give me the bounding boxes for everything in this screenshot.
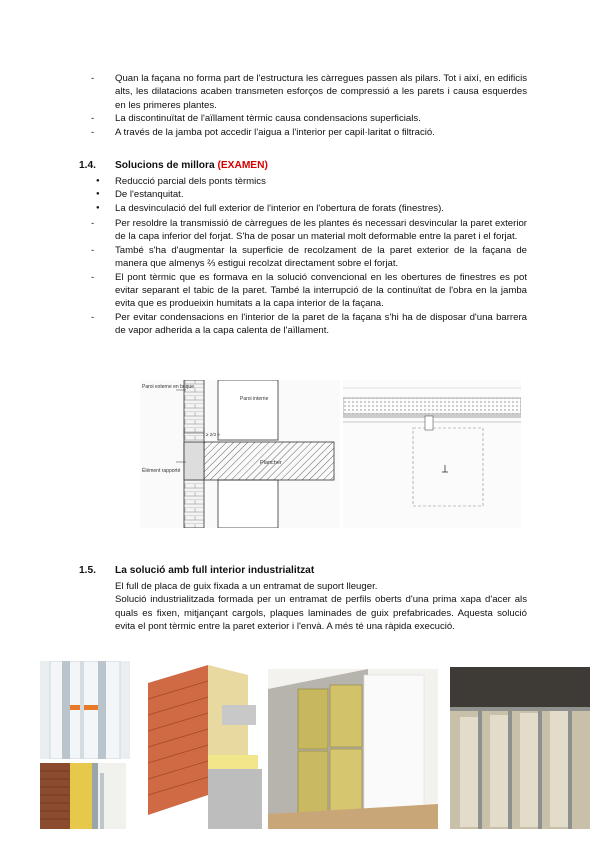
- steel-studs-photo: [450, 667, 590, 829]
- list-item: ● Reducció parcial dels ponts tèrmics: [91, 175, 527, 188]
- section-1-5-body: [115, 580, 527, 634]
- list-item: - Quan la façana no forma part de l'estructura les càrregues passen als pilars. Tot i així, en edificis alts, les dilatacions acaben transmeten esforços de compressió a les parets i causa esquerdes en les primeres plantes.: [91, 72, 527, 112]
- list-item: ● De l'estanquitat.: [91, 188, 527, 201]
- section-number: 1.5.: [79, 565, 96, 576]
- brick-wall-corner-illustration: [138, 665, 262, 829]
- section-number: 1.4.: [79, 160, 96, 171]
- brick-insulation-illustration: [40, 763, 126, 829]
- intro-list: [91, 72, 527, 139]
- label-slab: Plancher: [260, 460, 282, 466]
- slab-wall-section-drawing: [140, 380, 340, 528]
- section-heading-1-5: [79, 565, 314, 576]
- paragraph: El full de placa de guix fixada a un entramat de suport lleuger.: [115, 581, 378, 592]
- improvement-dashes: [91, 217, 527, 338]
- list-item: - La discontinuïtat de l'aïllament tèrmic causa condensacions superficials.: [91, 112, 527, 125]
- label-interior-wall: Paroi interne: [240, 396, 269, 402]
- improvement-bullets: [91, 175, 527, 215]
- paragraph: Solució industrialitzada formada per un entramat de perfils oberts d'una prima xapa d'acer als quals es fixen, mitjançant cargols, plaques laminades de guix prefabricades. Aquesta solució evita el pont tèrmic entre la paret exterior i l'envà. A més té una ràpida execució.: [115, 594, 527, 633]
- insulation-panels-illustration: [268, 669, 438, 829]
- list-item: ● La desvinculació del full exterior de l'interior en l'obertura de forats (finestres).: [91, 202, 527, 215]
- label-element: Élément rapporté: [142, 468, 181, 474]
- label-fraction: ≥ 2/3 e: [206, 432, 220, 437]
- list-item: - També s'ha d'augmentar la superficie de recolzament de la paret exterior de la façana de manera que almenys ⅔ estigui recolzat directament sobre el forjat.: [91, 244, 527, 271]
- section-title: Solucions de millora: [115, 160, 215, 171]
- label-exterior-wall: Paroi externe en brique: [142, 384, 194, 390]
- list-item: - Per resoldre la transmissió de càrregues de les plantes és necessari desvincular la paret exterior de la capa inferior del forjat. S'ha de posar un material molt deformable entre la paret i el forjat.: [91, 217, 527, 244]
- list-item: - Per evitar condensacions en l'interior de la paret de la façana s'hi ha de disposar d'una barrera de vapor adherida a la capa calenta de l'aïllament.: [91, 311, 527, 338]
- window-jamb-plan-drawing: [343, 380, 521, 528]
- section-title: La solució amb full interior industrialitzat: [115, 565, 315, 576]
- gypsum-profile-illustration: [40, 661, 130, 759]
- list-item: - A través de la jamba pot accedir l'aigua a l'interior per capil·laritat o filtració.: [91, 126, 527, 139]
- list-item: - El pont tèrmic que es formava en la solució convencional en les obertures de finestres es pot evitar separant el tabic de la paret. També la interrupció de la continuïtat de l'obra en la jamba evita que es produeixin humitats a la capa interior de la façana.: [91, 271, 527, 311]
- section-heading-1-4: [79, 160, 268, 171]
- exam-tag: (EXAMEN): [217, 160, 268, 171]
